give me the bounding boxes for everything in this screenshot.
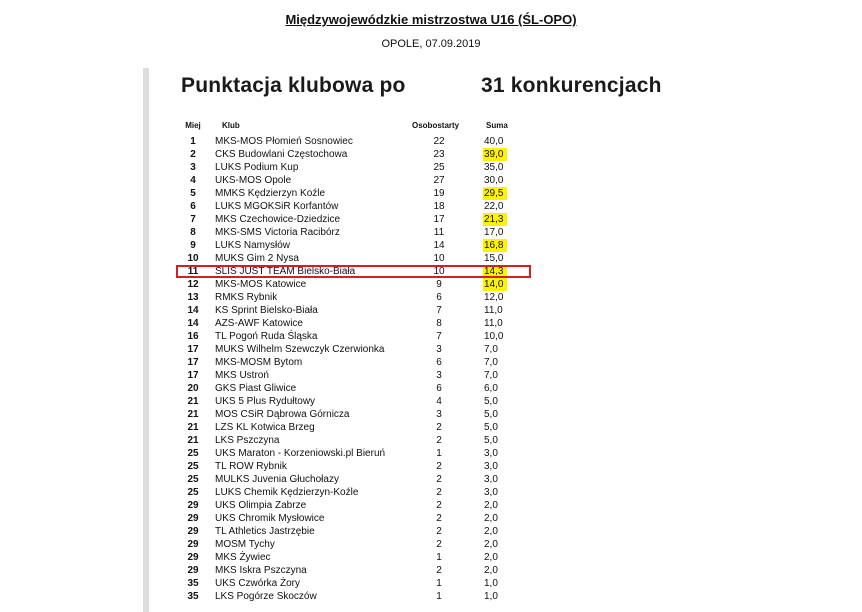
sum-cell: 1,0 bbox=[484, 591, 498, 602]
rank-cell: 29 bbox=[187, 526, 199, 537]
sum-cell: 6,0 bbox=[484, 383, 498, 394]
club-cell: LKS Pszczyna bbox=[215, 435, 280, 446]
rank-cell: 35 bbox=[187, 591, 199, 602]
sum-cell: 29,5 bbox=[483, 187, 507, 200]
sum-cell: 14,0 bbox=[483, 278, 507, 291]
sum-cell: 21,3 bbox=[483, 213, 507, 226]
table-row bbox=[0, 187, 862, 200]
rank-cell: 20 bbox=[187, 383, 199, 394]
starts-cell: 7 bbox=[436, 305, 442, 316]
starts-cell: 22 bbox=[433, 136, 445, 147]
rank-cell: 5 bbox=[190, 188, 196, 199]
club-cell: LUKS Podium Kup bbox=[215, 162, 299, 173]
rank-cell: 21 bbox=[187, 435, 199, 446]
sum-cell: 3,0 bbox=[484, 461, 498, 472]
club-cell: MKS Iskra Pszczyna bbox=[215, 565, 307, 576]
table-row bbox=[0, 395, 862, 408]
club-cell: MUKS Gim 2 Nysa bbox=[215, 253, 299, 264]
starts-cell: 2 bbox=[436, 513, 442, 524]
rank-cell: 29 bbox=[187, 552, 199, 563]
rank-cell: 3 bbox=[190, 162, 196, 173]
club-cell: LUKS Chemik Kędzierzyn-Koźle bbox=[215, 487, 359, 498]
starts-cell: 2 bbox=[436, 565, 442, 576]
starts-cell: 6 bbox=[436, 383, 442, 394]
starts-cell: 6 bbox=[436, 357, 442, 368]
club-cell: CKS Budowlani Częstochowa bbox=[215, 149, 348, 160]
rank-cell: 17 bbox=[187, 357, 199, 368]
sum-cell: 39,0 bbox=[483, 148, 507, 161]
starts-cell: 2 bbox=[436, 539, 442, 550]
club-cell: MKS-MOS Katowice bbox=[215, 279, 307, 290]
sum-cell: 11,0 bbox=[484, 305, 503, 316]
club-cell: LUKS MGOKSiR Korfantów bbox=[215, 201, 339, 212]
rank-cell: 29 bbox=[187, 539, 199, 550]
starts-cell: 17 bbox=[433, 214, 445, 225]
sum-cell: 14,3 bbox=[483, 265, 507, 278]
table-row bbox=[0, 564, 862, 577]
sum-cell: 35,0 bbox=[484, 162, 504, 173]
rank-cell: 17 bbox=[187, 344, 199, 355]
rank-cell: 7 bbox=[190, 214, 196, 225]
club-cell: KS Sprint Bielsko-Biała bbox=[215, 305, 318, 316]
rank-cell: 25 bbox=[187, 461, 199, 472]
sum-cell: 40,0 bbox=[484, 136, 504, 147]
starts-cell: 25 bbox=[433, 162, 445, 173]
standings-table bbox=[0, 135, 862, 603]
table-row bbox=[0, 278, 862, 291]
club-cell: MKS-SMS Victoria Racibórz bbox=[215, 227, 340, 238]
table-row bbox=[0, 382, 862, 395]
starts-cell: 7 bbox=[436, 331, 442, 342]
table-row bbox=[0, 239, 862, 252]
table-row bbox=[0, 135, 862, 148]
starts-cell: 2 bbox=[436, 461, 442, 472]
sum-cell: 2,0 bbox=[484, 565, 498, 576]
club-cell: RMKS Rybnik bbox=[215, 292, 278, 303]
sum-cell: 15,0 bbox=[484, 253, 504, 264]
sum-cell: 5,0 bbox=[484, 435, 498, 446]
sum-cell: 3,0 bbox=[484, 474, 498, 485]
rank-cell: 29 bbox=[187, 500, 199, 511]
rank-cell: 21 bbox=[187, 422, 199, 433]
rank-cell: 6 bbox=[190, 201, 196, 212]
table-row bbox=[0, 252, 862, 265]
table-row bbox=[0, 226, 862, 239]
rank-cell: 2 bbox=[190, 149, 196, 160]
rank-cell: 8 bbox=[190, 227, 196, 238]
rank-cell: 13 bbox=[187, 292, 199, 303]
club-cell: LZS KL Kotwica Brzeg bbox=[215, 422, 315, 433]
column-header-starts: Osobostarty bbox=[412, 121, 460, 130]
starts-cell: 4 bbox=[436, 396, 442, 407]
sum-cell: 5,0 bbox=[484, 422, 498, 433]
sum-cell: 2,0 bbox=[484, 552, 498, 563]
club-cell: UKS-MOS Opole bbox=[215, 175, 292, 186]
standings-title-text: Punktacja klubowa po bbox=[181, 74, 406, 97]
rank-cell: 29 bbox=[187, 513, 199, 524]
column-header-sum: Suma bbox=[486, 121, 508, 130]
table-row bbox=[0, 213, 862, 226]
column-header-club: Klub bbox=[222, 121, 240, 130]
starts-cell: 6 bbox=[436, 292, 442, 303]
sum-cell: 17,0 bbox=[484, 227, 504, 238]
starts-cell: 3 bbox=[436, 344, 442, 355]
rank-cell: 14 bbox=[187, 318, 199, 329]
club-cell: AZS-AWF Katowice bbox=[215, 318, 303, 329]
club-cell: UKS Maraton - Korzeniowski.pl Bieruń bbox=[215, 448, 386, 459]
starts-cell: 18 bbox=[433, 201, 445, 212]
club-cell: MMKS Kędzierzyn Koźle bbox=[215, 188, 326, 199]
table-row bbox=[0, 343, 862, 356]
starts-cell: 10 bbox=[433, 266, 445, 277]
column-header-rank: Miej bbox=[185, 121, 201, 130]
table-row bbox=[0, 551, 862, 564]
competition-count: 31 konkurencjach bbox=[481, 74, 662, 97]
selected-row-highlight bbox=[176, 265, 531, 278]
table-row bbox=[0, 291, 862, 304]
sum-cell: 7,0 bbox=[484, 344, 498, 355]
club-cell: TL ROW Rybnik bbox=[215, 461, 287, 472]
club-cell: MOS CSiR Dąbrowa Górnicza bbox=[215, 409, 350, 420]
starts-cell: 19 bbox=[433, 188, 445, 199]
sum-cell: 5,0 bbox=[484, 409, 498, 420]
starts-cell: 8 bbox=[436, 318, 442, 329]
page-title: Międzywojewódzkie mistrzostwa U16 (ŚL-OPO) bbox=[285, 12, 577, 27]
starts-cell: 1 bbox=[436, 578, 442, 589]
starts-cell: 2 bbox=[436, 422, 442, 433]
starts-cell: 23 bbox=[433, 149, 445, 160]
club-cell: UKS Czwórka Żory bbox=[215, 578, 301, 589]
table-row bbox=[0, 590, 862, 603]
table-row bbox=[0, 525, 862, 538]
table-row bbox=[0, 174, 862, 187]
rank-cell: 29 bbox=[187, 565, 199, 576]
sum-cell: 7,0 bbox=[484, 370, 498, 381]
table-row bbox=[0, 317, 862, 330]
table-row bbox=[0, 473, 862, 486]
sum-cell: 2,0 bbox=[484, 500, 498, 511]
club-cell: MOSM Tychy bbox=[215, 539, 275, 550]
starts-cell: 11 bbox=[433, 227, 445, 238]
rank-cell: 25 bbox=[187, 487, 199, 498]
starts-cell: 10 bbox=[433, 253, 445, 264]
rank-cell: 21 bbox=[187, 396, 199, 407]
club-cell: MKS Czechowice-Dziedzice bbox=[215, 214, 341, 225]
table-row bbox=[0, 460, 862, 473]
rank-cell: 35 bbox=[187, 578, 199, 589]
club-cell: UKS 5 Plus Rydułtowy bbox=[215, 396, 316, 407]
rank-cell: 21 bbox=[187, 409, 199, 420]
sum-cell: 7,0 bbox=[484, 357, 498, 368]
table-row bbox=[0, 512, 862, 525]
rank-cell: 9 bbox=[190, 240, 196, 251]
table-row bbox=[0, 538, 862, 551]
table-row bbox=[0, 330, 862, 343]
club-cell: LUKS Namysłów bbox=[215, 240, 291, 251]
rank-cell: 1 bbox=[190, 136, 196, 147]
rank-cell: 25 bbox=[187, 474, 199, 485]
sum-cell: 2,0 bbox=[484, 539, 498, 550]
rank-cell: 4 bbox=[190, 175, 196, 186]
table-row bbox=[0, 200, 862, 213]
table-row bbox=[0, 421, 862, 434]
starts-cell: 14 bbox=[433, 240, 445, 251]
starts-cell: 9 bbox=[436, 279, 442, 290]
sum-cell: 5,0 bbox=[484, 396, 498, 407]
starts-cell: 2 bbox=[436, 487, 442, 498]
club-cell: TL Pogoń Ruda Śląska bbox=[215, 331, 318, 342]
starts-cell: 3 bbox=[436, 409, 442, 420]
club-cell: GKS Piast Gliwice bbox=[215, 383, 297, 394]
club-cell: MKS-MOSM Bytom bbox=[215, 357, 303, 368]
sum-cell: 1,0 bbox=[484, 578, 498, 589]
table-row bbox=[0, 499, 862, 512]
rank-cell: 11 bbox=[187, 266, 199, 277]
sum-cell: 22,0 bbox=[484, 201, 504, 212]
starts-cell: 1 bbox=[436, 448, 442, 459]
club-cell: MUKS Wilhelm Szewczyk Czerwionka bbox=[215, 344, 385, 355]
starts-cell: 3 bbox=[436, 370, 442, 381]
club-cell: UKS Chromik Mysłowice bbox=[215, 513, 325, 524]
sum-cell: 12,0 bbox=[484, 292, 504, 303]
sum-cell: 3,0 bbox=[484, 448, 498, 459]
club-cell: TL Athletics Jastrzębie bbox=[215, 526, 315, 537]
starts-cell: 1 bbox=[436, 552, 442, 563]
rank-cell: 16 bbox=[187, 331, 199, 342]
club-cell: MKS Żywiec bbox=[215, 552, 271, 563]
table-row bbox=[0, 369, 862, 382]
table-row bbox=[0, 148, 862, 161]
sum-cell: 2,0 bbox=[484, 526, 498, 537]
sum-cell: 11,0 bbox=[484, 318, 503, 329]
club-cell: LKS Pogórze Skoczów bbox=[215, 591, 317, 602]
sum-cell: 16,8 bbox=[483, 239, 507, 252]
rank-cell: 14 bbox=[187, 305, 199, 316]
rank-cell: 25 bbox=[187, 448, 199, 459]
club-cell: MULKS Juvenia Głuchołazy bbox=[215, 474, 339, 485]
starts-cell: 2 bbox=[436, 474, 442, 485]
table-row bbox=[0, 356, 862, 369]
sum-cell: 10,0 bbox=[484, 331, 504, 342]
table-row bbox=[0, 408, 862, 421]
club-cell: MKS-MOS Płomień Sosnowiec bbox=[215, 136, 353, 147]
starts-cell: 1 bbox=[436, 591, 442, 602]
table-row bbox=[0, 447, 862, 460]
starts-cell: 2 bbox=[436, 435, 442, 446]
rank-cell: 17 bbox=[187, 370, 199, 381]
sum-cell: 30,0 bbox=[484, 175, 504, 186]
table-row bbox=[0, 304, 862, 317]
sum-cell: 2,0 bbox=[484, 513, 498, 524]
standings-title bbox=[181, 74, 662, 98]
starts-cell: 2 bbox=[436, 526, 442, 537]
event-location-date: OPOLE, 07.09.2019 bbox=[381, 38, 481, 50]
rank-cell: 10 bbox=[187, 253, 199, 264]
club-cell: UKS Olimpia Zabrze bbox=[215, 500, 307, 511]
starts-cell: 2 bbox=[436, 500, 442, 511]
starts-cell: 27 bbox=[433, 175, 445, 186]
table-row bbox=[0, 486, 862, 499]
table-row bbox=[0, 434, 862, 447]
club-cell: MKS Ustroń bbox=[215, 370, 269, 381]
sum-cell: 3,0 bbox=[484, 487, 498, 498]
club-cell: SLIS JUST TEAM Bielsko-Biała bbox=[215, 266, 356, 277]
table-row bbox=[0, 577, 862, 590]
rank-cell: 12 bbox=[187, 279, 199, 290]
table-row bbox=[0, 161, 862, 174]
